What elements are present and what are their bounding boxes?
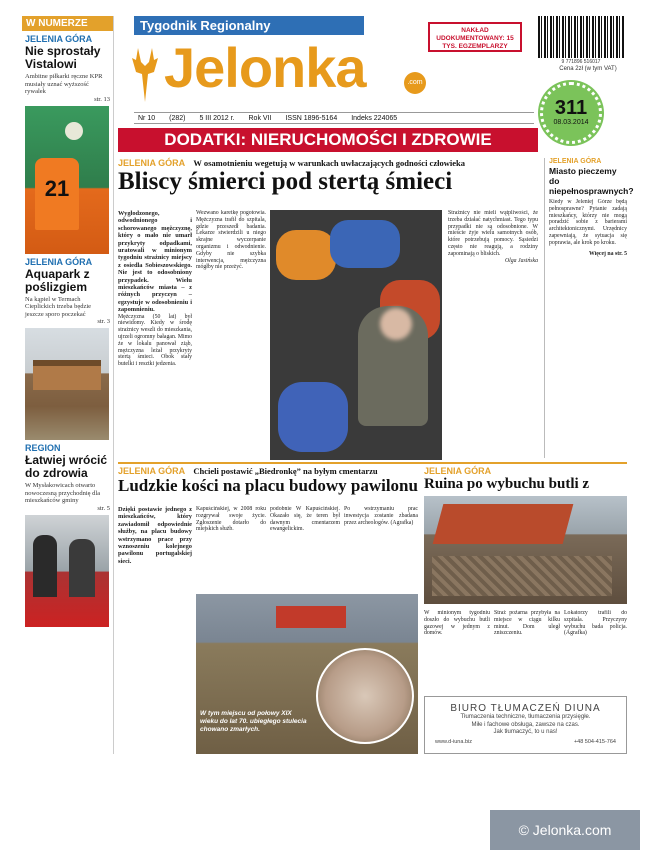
logo-badge: .com bbox=[404, 72, 426, 94]
sidebar-tag: JELENIA GÓRA bbox=[25, 34, 93, 44]
article1-headline[interactable]: Bliscy śmierci pod stertą śmieci bbox=[118, 168, 453, 195]
garbage-bag-shape bbox=[276, 230, 336, 280]
deer-logo-icon bbox=[128, 44, 162, 102]
article1-signature: Olga Jasińska bbox=[504, 257, 538, 264]
article1-body-3: Strażnicy nie mieli wątpliwości, że trzeba działać natychmiast. Tego typu przypadki nie są odosobnione. W mieście żyje wielu samotnych osób, które potrzebują pomocy. Sąsiedzi często nie reagują, a rodziny zapominają o bliskich. bbox=[448, 210, 538, 257]
handball-photo bbox=[25, 106, 109, 254]
article1-subkicker: W osamotnieniu wegetują w warunkach uwłaczających godności człowieka bbox=[193, 158, 465, 168]
stamp-date: 08.03.2014 bbox=[553, 119, 589, 126]
right-column-page-ref: Więcej na str. 5 bbox=[589, 250, 627, 257]
supplements-banner[interactable]: DODATKI: NIERUCHOMOŚCI I ZDROWIE bbox=[118, 128, 538, 152]
clinic-photo bbox=[25, 515, 109, 627]
sidebar-page-ref: str. 5 bbox=[97, 504, 110, 512]
barcode-number: 9 771896 516017 bbox=[561, 59, 601, 65]
sidebar-page-ref: str. 13 bbox=[94, 95, 110, 103]
article1-body: Mężczyzna (50 lat) był niewidomy. Kiedy w środę strażnicy weszli do mieszkania, ujrzeli ogromny bałagan. Mimo że w lokalu panował ziąb, mężczyzna leżał przykryty stertą śmieci. Obok stały butelki i resztki jedzenia. bbox=[118, 313, 192, 368]
article2-tag: JELENIA GÓRA bbox=[118, 466, 185, 476]
bone-inset-photo bbox=[316, 648, 414, 744]
sidebar-text: W Mysłakowicach otwarto nowoczesną przychodnię dla mieszkańców gminy bbox=[25, 482, 101, 504]
sidebar-title[interactable]: Nie sprostały Vistalowi bbox=[25, 44, 101, 71]
rubble-shape bbox=[432, 556, 612, 596]
jersey-number: 21 bbox=[35, 158, 79, 230]
issue-number: Nr 10 bbox=[138, 114, 156, 122]
blurred-face bbox=[380, 308, 412, 340]
article2-lead: Dzięki postawie jednego z mieszkańców, który zawiadomił odpowiednie służby, na placu budowy wstrzymano prace przy wznoszeniu kolejnego pawilonu portugalskiej sieci. bbox=[118, 506, 192, 565]
barcode-icon bbox=[538, 16, 624, 58]
sidebar-title[interactable]: Łatwiej wrócić do zdrowia bbox=[25, 453, 108, 480]
ad-line-2: Miłe i fachowe obsługa, zawsze na czas. bbox=[471, 721, 580, 728]
jelonka-logo[interactable]: Jelonka bbox=[164, 36, 366, 99]
article2-photo bbox=[196, 594, 418, 754]
article2-kicker bbox=[118, 466, 418, 476]
sidebar bbox=[22, 16, 114, 754]
article2-column-4: Po wstrzymaniu prac inwestycja zostanie zbadana przez archeologów. (Agrafka) bbox=[344, 506, 418, 526]
article1-lead: Wygłodzonego, odwodnionego i schorowanego mężczyznę, który o mało nie umarł przykryty odpadkami, uratowali w minionym tygodniu strażnicy miejscy z osiedla Sobieszowskiego. Nie jest to odosobniony przypadek. Wielu mieszkańców miasta – z różnych przyczyn – egzystuje w odosobnieniu i zapomnieniu. bbox=[118, 210, 192, 314]
sidebar-section-1[interactable] bbox=[22, 31, 113, 254]
article2-headline[interactable]: Ludzkie kości na placu budowy pawilonu bbox=[118, 476, 418, 495]
article2-photo-caption: W tym miejscu od połowy XIX wieku do lat 70. ubiegłego stulecia chowano zmarłych. bbox=[200, 710, 307, 733]
issue-year: Rok VII bbox=[248, 114, 272, 122]
article1-kicker bbox=[118, 158, 538, 168]
right-column-tag: JELENIA GÓRA bbox=[549, 158, 602, 165]
garbage-bag-shape bbox=[278, 382, 348, 452]
issue-stamp bbox=[540, 82, 602, 144]
ball-shape bbox=[65, 122, 83, 140]
garbage-bag-shape bbox=[330, 220, 400, 268]
ad-line-3: Jak tłumaczyć, to u nas! bbox=[493, 729, 558, 735]
circulation-box: NAKŁAD UDOKUMENTOWANY: 15 TYS. EGZEMPLARZY bbox=[428, 22, 522, 52]
article3-column-3: Lokatorzy trafili do szpitala. Przyczyny wybuchu bada policja. (Agrafka) bbox=[564, 610, 627, 637]
article1-header[interactable] bbox=[118, 158, 538, 195]
issue-total: (282) bbox=[169, 114, 186, 122]
sidebar-header: W NUMERZE bbox=[22, 16, 113, 31]
article3-column-2: Straż pożarna przybyła na miejsce w ciągu kilku minut. Dom uległ zniszczeniu. bbox=[494, 610, 560, 637]
sidebar-text: Ambitne piłkarki ręczne KPR musiały uznać wyższość rywalek bbox=[25, 73, 103, 95]
index-number: Indeks 224065 bbox=[351, 114, 398, 122]
ad-footer bbox=[425, 737, 626, 745]
right-column-article[interactable] bbox=[544, 158, 634, 458]
ad-website[interactable]: www.d-iuna.biz bbox=[435, 738, 472, 745]
sidebar-tag: REGION bbox=[25, 443, 61, 453]
right-column-headline[interactable]: Miasto pieczemy do niepełnosprawnych? bbox=[549, 166, 634, 196]
article1-body-2: Wezwano karetkę pogotowia. Mężczyzna trafił do szpitala, gdzie przeszedł badania. Lekarze stwierdzili u niego skrajne wyczerpanie organizmu i odwodnienie. Gdyby nie szybka interwencja, mężczyzna mógłby nie przeżyć. bbox=[196, 210, 266, 271]
article3-tag: JELENIA GÓRA bbox=[424, 466, 492, 476]
article2-column-3: podobnie W Kapuścińskiej. Okazało się, że teren był dawnym cmentarzem ewangelickim. bbox=[270, 506, 340, 533]
right-column-body: Kiedy w Jeleniej Górze będą pełnosprawne? Pytanie zadają mieszkańcy, którzy nie mogą poradzić sobie z barierami architektonicznymi. Urzędnicy zapewniają, że sytuacja się poprawia, ale krok po kroku. bbox=[549, 199, 627, 246]
section-divider bbox=[118, 462, 627, 464]
roof-shape bbox=[433, 504, 574, 544]
truck-shape bbox=[276, 606, 346, 628]
article2-subkicker: Chcieli postawić „Biedronkę” na byłym cmentarzu bbox=[193, 466, 378, 476]
issue-info-bar bbox=[134, 112, 534, 124]
building-shape bbox=[33, 360, 101, 390]
article3-photo bbox=[424, 496, 627, 604]
issn: ISSN 1896-5164 bbox=[285, 114, 338, 122]
article1-photo bbox=[270, 210, 442, 460]
price-label: Cena 2zł (w tym VAT) bbox=[559, 66, 617, 72]
article1-column-1 bbox=[118, 210, 192, 456]
translation-ad[interactable] bbox=[424, 696, 627, 754]
ad-phone: +48 504-415-764 bbox=[573, 738, 616, 745]
tygodnik-banner: Tygodnik Regionalny bbox=[134, 16, 364, 35]
stamp-number: 311 bbox=[554, 97, 588, 119]
copyright-credit: © Jelonka.com bbox=[490, 810, 640, 850]
ad-line-1: Tłumaczenia techniczne, tłumaczenia przysięgłe. bbox=[460, 714, 591, 720]
article1-tag: JELENIA GÓRA bbox=[118, 158, 185, 168]
article2-header[interactable] bbox=[118, 466, 418, 495]
article3-headline[interactable]: Ruina po wybuchu butli z bbox=[424, 476, 590, 492]
issue-date: 5 III 2012 r. bbox=[199, 114, 235, 122]
sidebar-tag: JELENIA GÓRA bbox=[25, 256, 93, 267]
article1-column-2 bbox=[196, 210, 266, 456]
sidebar-page-ref: str. 3 bbox=[97, 318, 110, 325]
person-shape bbox=[33, 535, 57, 597]
newspaper-page bbox=[22, 16, 634, 754]
ad-brand: BIURO TŁUMACZEŃ DIUNA bbox=[450, 703, 601, 714]
sidebar-title[interactable]: Aquapark z poślizgiem bbox=[25, 266, 90, 294]
sidebar-section-2[interactable] bbox=[22, 254, 113, 441]
sidebar-section-3[interactable] bbox=[22, 440, 113, 627]
aquapark-photo bbox=[25, 328, 109, 440]
sidebar-text: Na kąpiel w Termach Cieplickich trzeba będzie jeszcze sporo poczekać bbox=[25, 295, 92, 318]
article3-column-1: W minionym tygodniu doszło do wybuchu butli gazowej w jednym z domów. bbox=[424, 610, 490, 637]
article1-column-3 bbox=[448, 210, 538, 456]
article2-column-2: Kapuścińskiej, w 2008 roku rozgrywał swoje życie. Zgłoszenie dotarło do miejskich służb. bbox=[196, 506, 266, 533]
person-shape bbox=[69, 539, 95, 597]
